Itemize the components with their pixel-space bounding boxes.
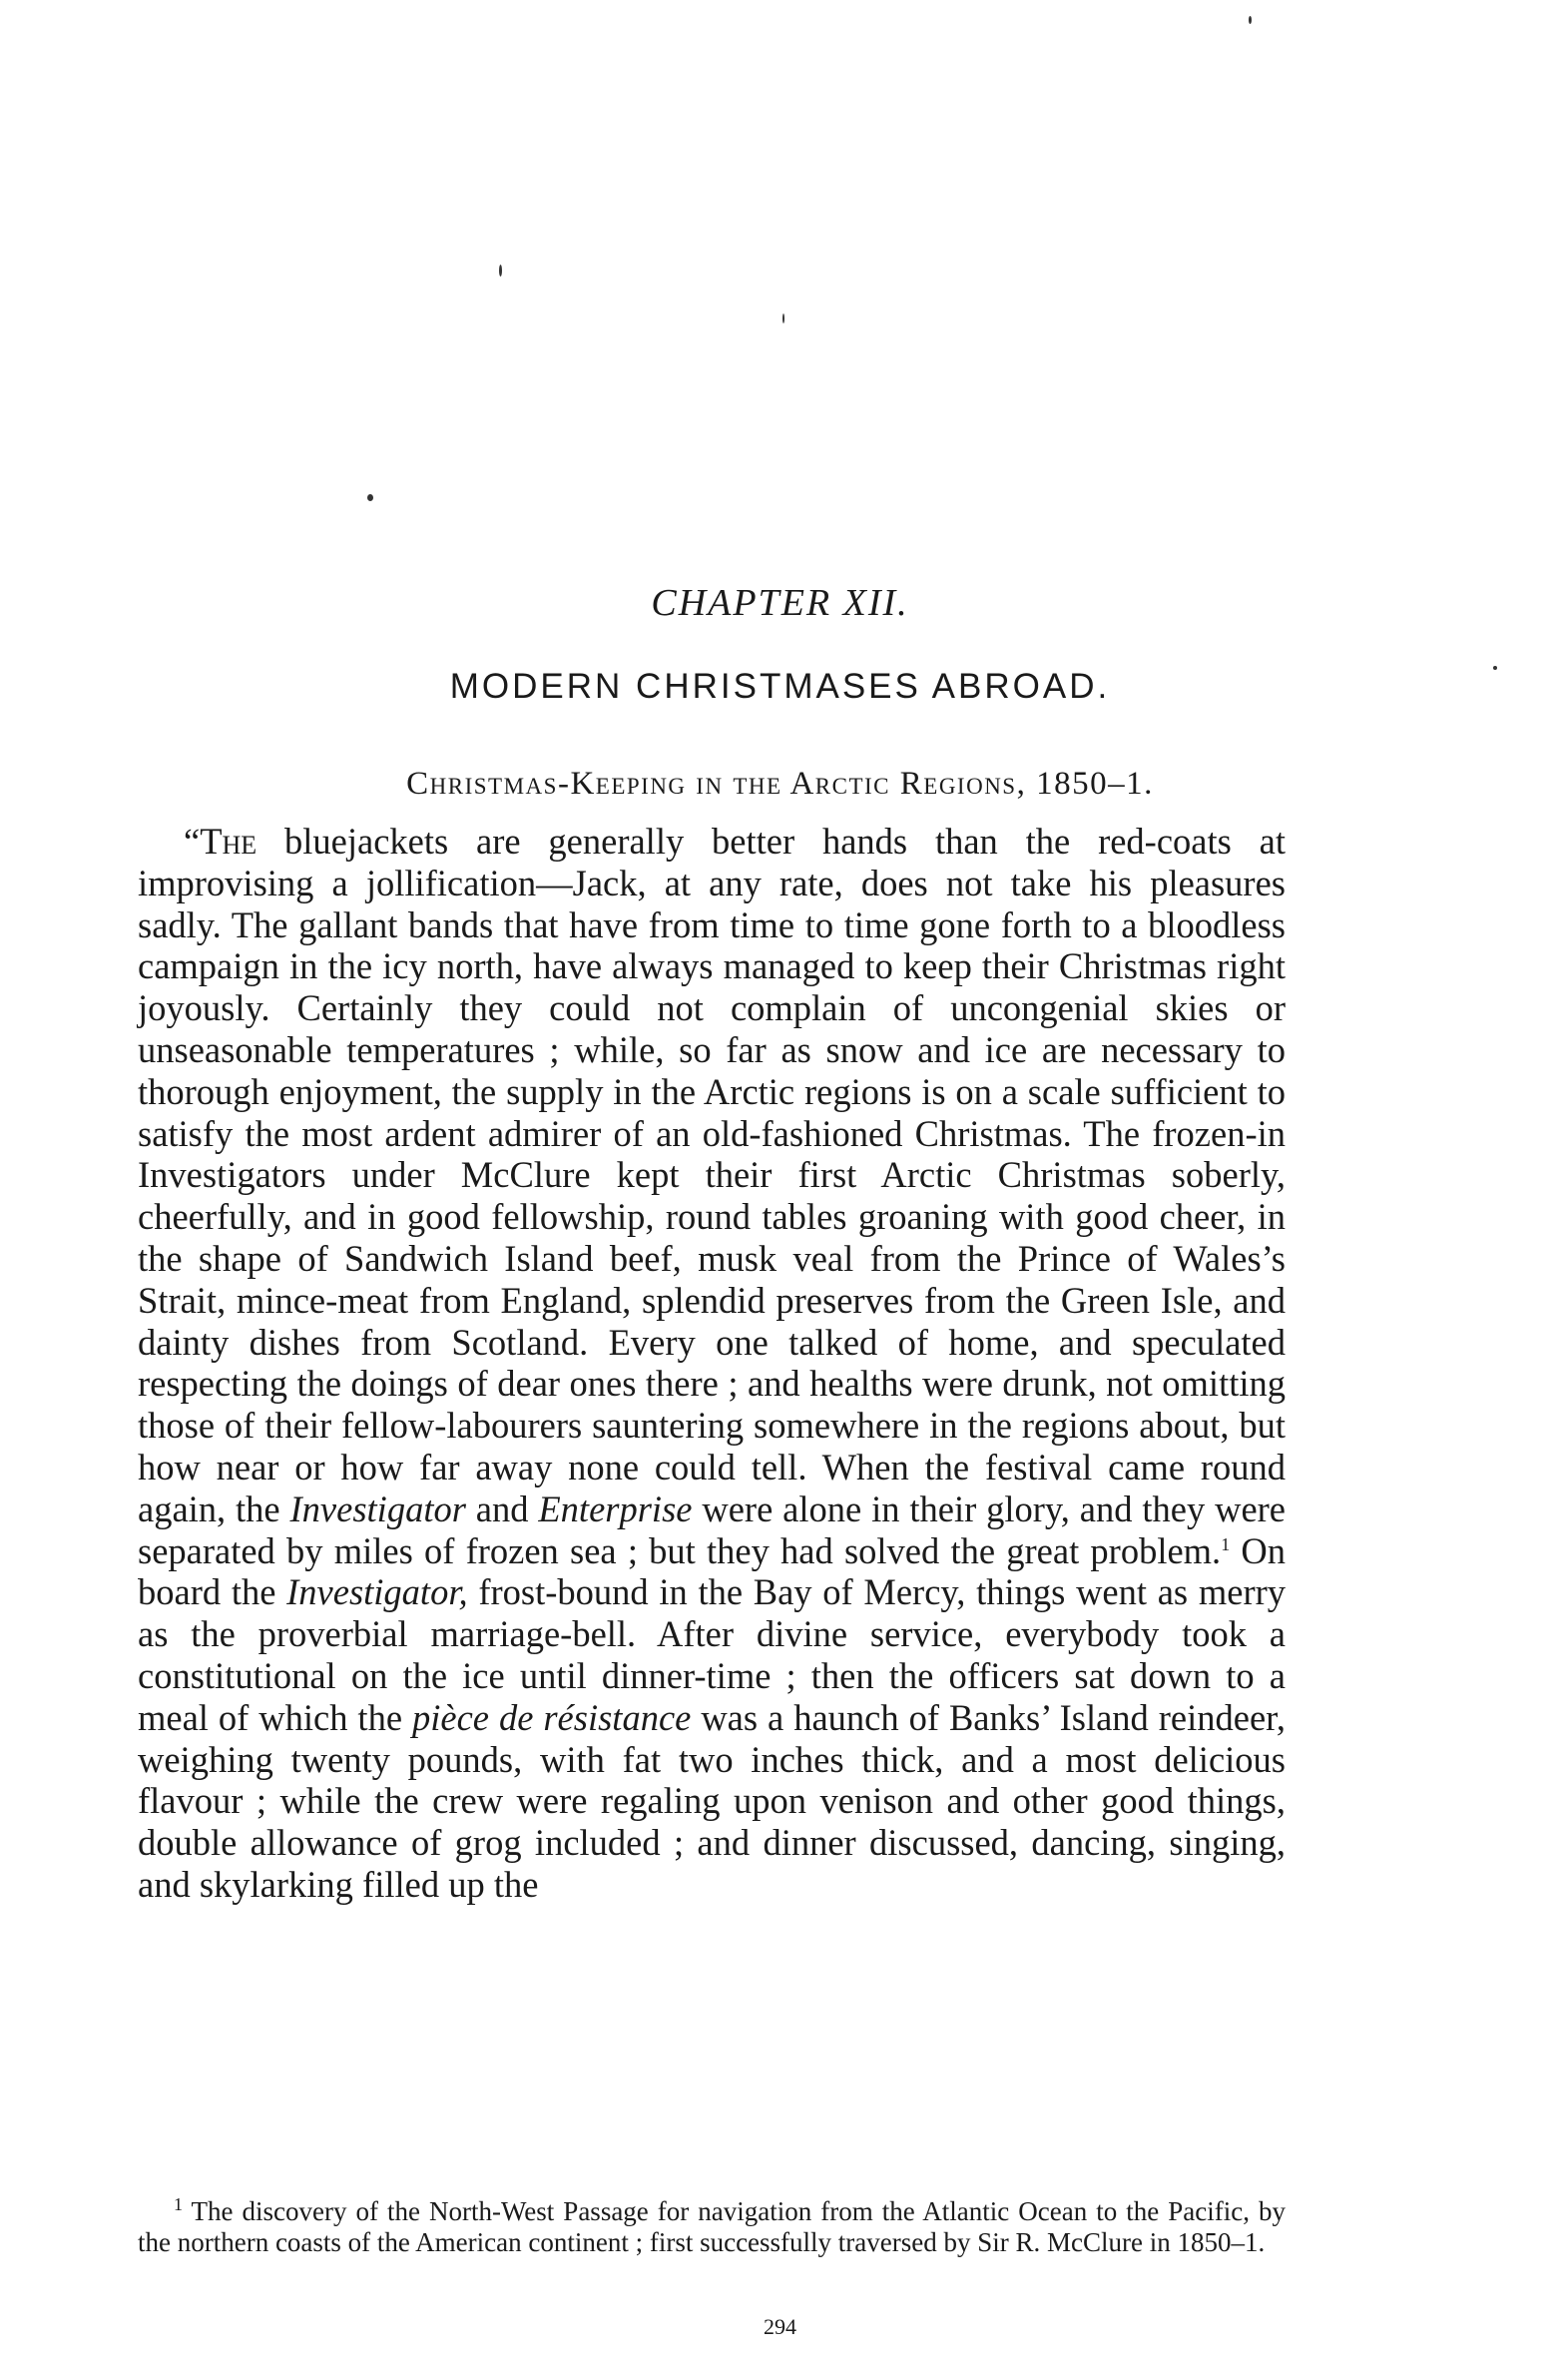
ship-name-investigator: Investigator, — [286, 1571, 468, 1613]
french-phrase: pièce de résistance — [411, 1696, 692, 1738]
footnote — [138, 2196, 1286, 2258]
text-segment: On board the — [138, 1529, 1287, 1613]
section-heading: Christmas-Keeping in the Arctic Regions, 1850–1. — [406, 766, 1154, 802]
body-text — [138, 821, 1286, 1906]
footnote-mark: 1 — [174, 2194, 183, 2214]
footnote-text: The discovery of the North-West Passage for navigation from the Atlantic Ocean to the Pacific, by the northern coasts of the American continent ; first successfully traversed by Sir R. McClure in 1850–1. — [138, 2196, 1286, 2257]
footnotes — [138, 2196, 1286, 2258]
text-segment: and — [465, 1488, 539, 1529]
page-number: 294 — [764, 2314, 796, 2339]
text-segment: frost-bound in the Bay of Mercy, things went as merry as the proverbial marriage-bell. After divine service, everybody took a constitutional on the ice until dinner-time ; then the officers sat down to a meal of which the — [138, 1571, 1287, 1738]
text-segment: bluejackets are generally better hands than the red-coats at improvising a jollification—Jack, at any rate, does not take his pleasures sadly. The gallant bands that have from time to time gone forth to a bloodless campaign in the icy north, have always managed to keep their Christmas right joyously. Certainly they could not complain of uncongenial skies or unseasonable temperatures ; while, so far as snow and ice are necessary to thorough enjoyment, the supply in the Arctic regions is on a scale sufficient to satisfy the most ardent admirer of an old-fashioned Christmas. The frozen-in Investigators under McClure kept their first Arctic Christmas soberly, cheerfully, and in good fellowship, round tables groaning with good cheer, in the shape of Sandwich Island beef, musk veal from the Prince of Wales’s Strait, mince-meat from England, splendid preserves from the Green Isle, and dainty dishes from Scotland. Every one talked of home, and speculated respecting the doings of dear ones there ; and healths were drunk, not omitting those of their fellow-labourers sauntering somewhere in the regions about, but how near or how far away none could tell. When the festival came round again, the — [138, 821, 1286, 1529]
scan-speck — [782, 313, 784, 323]
paragraph — [138, 821, 1286, 1906]
footnote-reference[interactable]: 1 — [1221, 1533, 1231, 1554]
scan-speck — [499, 265, 502, 277]
ship-name-investigator: Investigator — [289, 1488, 466, 1529]
lead-word: The — [200, 821, 258, 862]
open-quote: “ — [184, 821, 201, 862]
ship-name-enterprise: Enterprise — [538, 1488, 693, 1529]
text-segment: were alone in their glory, and they were separated by miles of frozen sea ; but they had solved the great problem. — [138, 1488, 1287, 1571]
chapter-title: MODERN CHRISTMASES ABROAD. — [449, 667, 1111, 706]
chapter-label: CHAPTER XII. — [651, 582, 909, 624]
text-segment: was a haunch of Banks’ Island reindeer, weighing twenty pounds, with fat two inches thick, and a most delicious flavour ; while the crew were regaling upon venison and other good things, double allowance of grog included ; and dinner discussed, dancing, singing, and skylarking filled up the — [138, 1696, 1286, 1905]
scan-speck — [367, 494, 373, 501]
scan-speck — [1249, 16, 1252, 24]
